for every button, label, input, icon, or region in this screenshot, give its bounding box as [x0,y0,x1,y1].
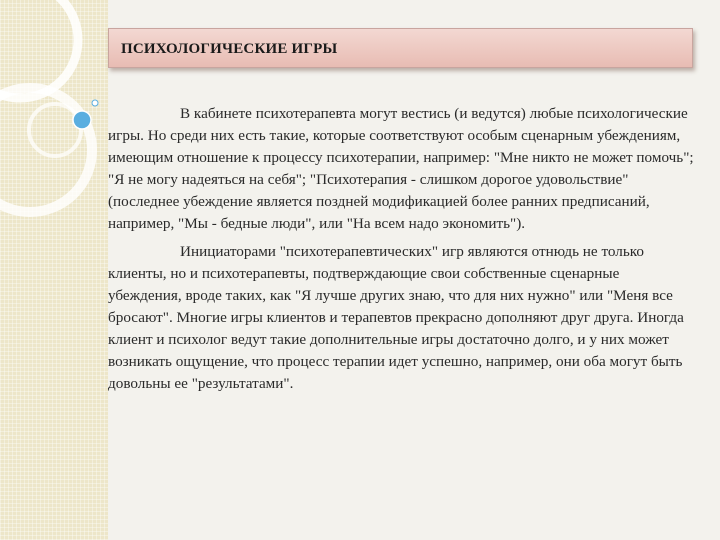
title-box [108,28,693,68]
decorative-bullet-large [73,111,91,129]
slide-body [108,103,694,401]
slide-title: ПСИХОЛОГИЧЕСКИЕ ИГРЫ [121,41,338,57]
paragraph-1: В кабинете психотерапевта могут вестись (и ведутся) любые психологические игры. Но среди них есть такие, которые соответствуют особым сценарным убеждениям, имеющим отношение к процессу психотерапии, например: "Мне никто не может помочь"; "Я не могу надеяться на себя"; "Психотерапия - слишком дорогое удовольствие" (последнее убеждение является поздней модификацией более ранних предписаний, например, "Мы - бедные люди", или "На всем надо экономить"). [108,105,694,232]
decorative-ring-inner [29,104,81,156]
decorative-bullet-small [92,100,98,106]
decorative-ring-top [0,0,78,98]
paragraph-2: Инициаторами "психотерапевтических" игр являются отнюдь не только клиенты, но и психотерапевты, подтверждающие свои собственные сценарные убеждения, вроде таких, как "Я лучше других знаю, что для них нужно" или "Меня все бросают". Многие игры клиентов и терапевтов прекрасно дополняют друг друга. Иногда клиент и психолог ведут такие дополнительные игры достаточно долго, и у них может возникать ощущение, что процесс терапии идет успешно, например, они оба могут быть довольны ее "результатами". [108,243,684,392]
